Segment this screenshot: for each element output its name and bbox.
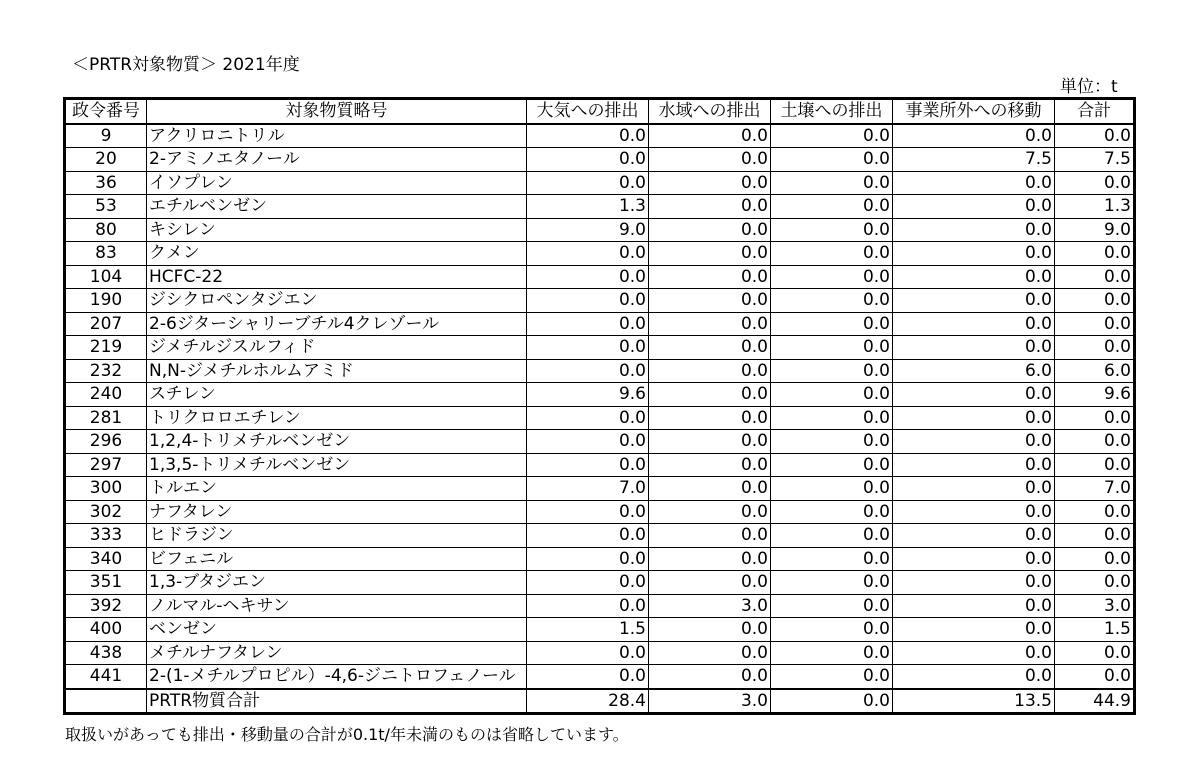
cell-cabinet-order-no: 190	[65, 289, 147, 313]
cell-water-emission: 0.0	[649, 641, 771, 665]
cell-substance-name: 1,3,5-トリメチルベンゼン	[147, 453, 527, 477]
cell-total: 0.0	[1055, 406, 1135, 430]
cell-cabinet-order-no: 80	[65, 218, 147, 242]
cell-offsite-transfer: 0.0	[893, 665, 1055, 689]
cell-water-emission: 0.0	[649, 359, 771, 383]
cell-air-emission: 0.0	[527, 453, 649, 477]
cell-substance-name: 1,3-ブタジエン	[147, 571, 527, 595]
cell-cabinet-order-no: 219	[65, 336, 147, 360]
table-row	[65, 218, 1135, 242]
table-row	[65, 618, 1135, 642]
cell-water-emission: 0.0	[649, 571, 771, 595]
cell-cabinet-order-no: 296	[65, 430, 147, 454]
cell-offsite-transfer: 0.0	[893, 453, 1055, 477]
cell-total: 0.0	[1055, 500, 1135, 524]
cell-offsite-transfer: 0.0	[893, 500, 1055, 524]
table-row	[65, 124, 1135, 148]
cell-soil-emission: 0.0	[771, 477, 893, 501]
cell-total: 3.0	[1055, 594, 1135, 618]
table-row	[65, 289, 1135, 313]
cell-soil-emission: 0.0	[771, 242, 893, 266]
cell-soil-emission: 0.0	[771, 689, 893, 714]
header-water-emission: 水域への排出	[649, 99, 771, 124]
table-row	[65, 594, 1135, 618]
cell-total: 7.0	[1055, 477, 1135, 501]
cell-soil-emission: 0.0	[771, 571, 893, 595]
cell-soil-emission: 0.0	[771, 336, 893, 360]
cell-offsite-transfer: 0.0	[893, 383, 1055, 407]
cell-offsite-transfer: 0.0	[893, 242, 1055, 266]
unit-label: 単位：t	[1060, 77, 1118, 97]
cell-substance-name: ヒドラジン	[147, 524, 527, 548]
cell-offsite-transfer: 13.5	[893, 689, 1055, 714]
cell-soil-emission: 0.0	[771, 524, 893, 548]
cell-total: 0.0	[1055, 289, 1135, 313]
cell-air-emission: 1.3	[527, 195, 649, 219]
cell-water-emission: 0.0	[649, 524, 771, 548]
cell-offsite-transfer: 0.0	[893, 594, 1055, 618]
cell-soil-emission: 0.0	[771, 312, 893, 336]
cell-water-emission: 0.0	[649, 383, 771, 407]
cell-offsite-transfer: 7.5	[893, 148, 1055, 172]
table-row	[65, 242, 1135, 266]
cell-air-emission: 9.0	[527, 218, 649, 242]
header-cabinet-order-no: 政令番号	[65, 99, 147, 124]
header-total: 合計	[1055, 99, 1135, 124]
cell-air-emission: 0.0	[527, 124, 649, 148]
cell-total: 0.0	[1055, 336, 1135, 360]
cell-total: 9.6	[1055, 383, 1135, 407]
table-row	[65, 477, 1135, 501]
cell-offsite-transfer: 0.0	[893, 171, 1055, 195]
cell-cabinet-order-no: 400	[65, 618, 147, 642]
table-row	[65, 383, 1135, 407]
cell-air-emission: 0.0	[527, 430, 649, 454]
cell-cabinet-order-no: 9	[65, 124, 147, 148]
cell-soil-emission: 0.0	[771, 171, 893, 195]
cell-cabinet-order-no: 104	[65, 265, 147, 289]
cell-water-emission: 3.0	[649, 689, 771, 714]
cell-water-emission: 0.0	[649, 665, 771, 689]
cell-total: 0.0	[1055, 641, 1135, 665]
cell-soil-emission: 0.0	[771, 453, 893, 477]
cell-substance-name: アクリロニトリル	[147, 124, 527, 148]
cell-air-emission: 0.0	[527, 406, 649, 430]
cell-substance-name: 2-アミノエタノール	[147, 148, 527, 172]
cell-total: 0.0	[1055, 547, 1135, 571]
cell-total: 0.0	[1055, 312, 1135, 336]
cell-total: 1.5	[1055, 618, 1135, 642]
table-row	[65, 265, 1135, 289]
cell-air-emission: 1.5	[527, 618, 649, 642]
cell-soil-emission: 0.0	[771, 124, 893, 148]
header-air-emission: 大気への排出	[527, 99, 649, 124]
cell-cabinet-order-no: 53	[65, 195, 147, 219]
cell-air-emission: 0.0	[527, 665, 649, 689]
cell-cabinet-order-no: 232	[65, 359, 147, 383]
cell-air-emission: 0.0	[527, 500, 649, 524]
cell-cabinet-order-no: 438	[65, 641, 147, 665]
cell-offsite-transfer: 0.0	[893, 618, 1055, 642]
cell-cabinet-order-no: 340	[65, 547, 147, 571]
cell-offsite-transfer: 0.0	[893, 430, 1055, 454]
cell-total: 0.0	[1055, 571, 1135, 595]
cell-air-emission: 0.0	[527, 359, 649, 383]
cell-substance-name: 1,2,4-トリメチルベンゼン	[147, 430, 527, 454]
cell-total: 0.0	[1055, 242, 1135, 266]
cell-soil-emission: 0.0	[771, 665, 893, 689]
cell-water-emission: 0.0	[649, 124, 771, 148]
cell-soil-emission: 0.0	[771, 406, 893, 430]
cell-water-emission: 0.0	[649, 242, 771, 266]
cell-soil-emission: 0.0	[771, 218, 893, 242]
cell-water-emission: 0.0	[649, 477, 771, 501]
cell-substance-name: ノルマル-ヘキサン	[147, 594, 527, 618]
cell-water-emission: 0.0	[649, 171, 771, 195]
table-row	[65, 500, 1135, 524]
cell-soil-emission: 0.0	[771, 618, 893, 642]
cell-water-emission: 0.0	[649, 547, 771, 571]
cell-substance-name: PRTR物質合計	[147, 689, 527, 714]
cell-air-emission: 0.0	[527, 641, 649, 665]
cell-substance-name: クメン	[147, 242, 527, 266]
cell-air-emission: 9.6	[527, 383, 649, 407]
cell-air-emission: 0.0	[527, 524, 649, 548]
footnote: 取扱いがあっても排出・移動量の合計が0.1t/年未満のものは省略しています。	[65, 725, 629, 744]
table-row	[65, 571, 1135, 595]
table-row	[65, 171, 1135, 195]
cell-offsite-transfer: 0.0	[893, 124, 1055, 148]
cell-substance-name: ジシクロペンタジエン	[147, 289, 527, 313]
cell-cabinet-order-no: 300	[65, 477, 147, 501]
cell-total: 1.3	[1055, 195, 1135, 219]
cell-cabinet-order-no: 351	[65, 571, 147, 595]
cell-water-emission: 0.0	[649, 289, 771, 313]
cell-total: 0.0	[1055, 430, 1135, 454]
cell-cabinet-order-no: 333	[65, 524, 147, 548]
cell-substance-name: HCFC-22	[147, 265, 527, 289]
cell-cabinet-order-no	[65, 689, 147, 714]
prtr-table	[63, 97, 1136, 715]
cell-air-emission: 0.0	[527, 571, 649, 595]
cell-water-emission: 0.0	[649, 312, 771, 336]
cell-substance-name: ジメチルジスルフィド	[147, 336, 527, 360]
table-row	[65, 524, 1135, 548]
cell-cabinet-order-no: 441	[65, 665, 147, 689]
cell-water-emission: 0.0	[649, 148, 771, 172]
cell-total: 0.0	[1055, 453, 1135, 477]
cell-soil-emission: 0.0	[771, 148, 893, 172]
cell-total: 0.0	[1055, 124, 1135, 148]
cell-offsite-transfer: 0.0	[893, 289, 1055, 313]
cell-offsite-transfer: 0.0	[893, 641, 1055, 665]
cell-water-emission: 3.0	[649, 594, 771, 618]
cell-offsite-transfer: 0.0	[893, 547, 1055, 571]
cell-substance-name: 2-6ジターシャリーブチル4クレゾール	[147, 312, 527, 336]
table-row	[65, 665, 1135, 689]
cell-offsite-transfer: 6.0	[893, 359, 1055, 383]
table-body	[65, 124, 1135, 714]
table-row	[65, 430, 1135, 454]
cell-total: 0.0	[1055, 524, 1135, 548]
table-row	[65, 312, 1135, 336]
cell-soil-emission: 0.0	[771, 289, 893, 313]
cell-air-emission: 28.4	[527, 689, 649, 714]
cell-total: 7.5	[1055, 148, 1135, 172]
table-row	[65, 547, 1135, 571]
cell-air-emission: 7.0	[527, 477, 649, 501]
table-row	[65, 148, 1135, 172]
cell-substance-name: N,N-ジメチルホルムアミド	[147, 359, 527, 383]
cell-air-emission: 0.0	[527, 171, 649, 195]
cell-substance-name: スチレン	[147, 383, 527, 407]
cell-cabinet-order-no: 392	[65, 594, 147, 618]
cell-air-emission: 0.0	[527, 265, 649, 289]
cell-cabinet-order-no: 36	[65, 171, 147, 195]
cell-air-emission: 0.0	[527, 336, 649, 360]
cell-air-emission: 0.0	[527, 594, 649, 618]
table-row	[65, 406, 1135, 430]
cell-cabinet-order-no: 20	[65, 148, 147, 172]
cell-soil-emission: 0.0	[771, 195, 893, 219]
cell-offsite-transfer: 0.0	[893, 406, 1055, 430]
cell-offsite-transfer: 0.0	[893, 477, 1055, 501]
header-soil-emission: 土壌への排出	[771, 99, 893, 124]
cell-water-emission: 0.0	[649, 453, 771, 477]
header-offsite-transfer: 事業所外への移動	[893, 99, 1055, 124]
cell-substance-name: メチルナフタレン	[147, 641, 527, 665]
cell-total: 9.0	[1055, 218, 1135, 242]
header-row	[65, 99, 1135, 124]
cell-water-emission: 0.0	[649, 406, 771, 430]
cell-substance-name: エチルベンゼン	[147, 195, 527, 219]
table-row	[65, 359, 1135, 383]
cell-soil-emission: 0.0	[771, 594, 893, 618]
cell-soil-emission: 0.0	[771, 383, 893, 407]
cell-offsite-transfer: 0.0	[893, 336, 1055, 360]
cell-substance-name: 2-(1-メチルプロピル）-4,6-ジニトロフェノール	[147, 665, 527, 689]
cell-total: 0.0	[1055, 171, 1135, 195]
cell-offsite-transfer: 0.0	[893, 265, 1055, 289]
total-row	[65, 689, 1135, 714]
cell-cabinet-order-no: 297	[65, 453, 147, 477]
cell-water-emission: 0.0	[649, 336, 771, 360]
header-substance-name: 対象物質略号	[147, 99, 527, 124]
cell-water-emission: 0.0	[649, 195, 771, 219]
cell-total: 6.0	[1055, 359, 1135, 383]
cell-soil-emission: 0.0	[771, 500, 893, 524]
cell-total: 0.0	[1055, 665, 1135, 689]
cell-air-emission: 0.0	[527, 148, 649, 172]
cell-offsite-transfer: 0.0	[893, 218, 1055, 242]
cell-substance-name: ナフタレン	[147, 500, 527, 524]
cell-soil-emission: 0.0	[771, 547, 893, 571]
cell-water-emission: 0.0	[649, 265, 771, 289]
document-title: ＜PRTR対象物質＞ 2021年度	[72, 55, 300, 75]
cell-substance-name: トルエン	[147, 477, 527, 501]
cell-water-emission: 0.0	[649, 500, 771, 524]
cell-soil-emission: 0.0	[771, 265, 893, 289]
cell-total: 44.9	[1055, 689, 1135, 714]
cell-cabinet-order-no: 281	[65, 406, 147, 430]
cell-water-emission: 0.0	[649, 430, 771, 454]
table-row	[65, 195, 1135, 219]
cell-total: 0.0	[1055, 265, 1135, 289]
cell-offsite-transfer: 0.0	[893, 524, 1055, 548]
cell-substance-name: トリクロロエチレン	[147, 406, 527, 430]
table-row	[65, 641, 1135, 665]
cell-cabinet-order-no: 302	[65, 500, 147, 524]
cell-air-emission: 0.0	[527, 312, 649, 336]
cell-soil-emission: 0.0	[771, 641, 893, 665]
cell-water-emission: 0.0	[649, 218, 771, 242]
cell-cabinet-order-no: 207	[65, 312, 147, 336]
table-row	[65, 453, 1135, 477]
cell-soil-emission: 0.0	[771, 430, 893, 454]
cell-offsite-transfer: 0.0	[893, 312, 1055, 336]
table-row	[65, 336, 1135, 360]
cell-air-emission: 0.0	[527, 289, 649, 313]
cell-air-emission: 0.0	[527, 242, 649, 266]
cell-substance-name: ビフェニル	[147, 547, 527, 571]
cell-substance-name: イソプレン	[147, 171, 527, 195]
cell-offsite-transfer: 0.0	[893, 195, 1055, 219]
cell-cabinet-order-no: 83	[65, 242, 147, 266]
cell-water-emission: 0.0	[649, 618, 771, 642]
cell-air-emission: 0.0	[527, 547, 649, 571]
cell-offsite-transfer: 0.0	[893, 571, 1055, 595]
cell-soil-emission: 0.0	[771, 359, 893, 383]
cell-cabinet-order-no: 240	[65, 383, 147, 407]
cell-substance-name: キシレン	[147, 218, 527, 242]
cell-substance-name: ベンゼン	[147, 618, 527, 642]
